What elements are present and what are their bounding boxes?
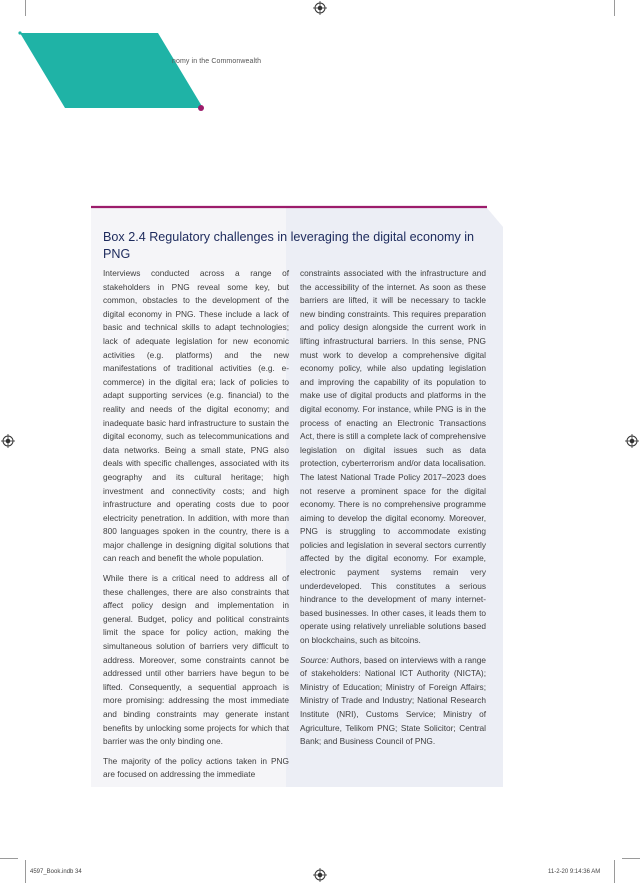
crop-mark xyxy=(622,858,640,859)
right-column xyxy=(300,267,486,755)
teal-parallelogram xyxy=(20,33,203,108)
paragraph: While there is a critical need to address all of these challenges, there are also constraints that affect policy design and implementation in general. Budget, policy and political constraints limit the space for policy action, making the simultaneous solution of barriers very difficult to address. Moreover, some constraints cannot be addressed until other barriers have begun to be lifted. Consequently, a sequential approach is more promising: addressing the most immediate and binding constraints may generate instant benefits by unlocking some projects for which that barrier was the only binding one. xyxy=(103,573,289,747)
source-label: Source: xyxy=(300,654,329,665)
source-note xyxy=(300,654,486,749)
box-2-4 xyxy=(91,205,503,787)
footer-file-name: 4597_Book.indb 34 xyxy=(30,869,82,875)
header-decoration xyxy=(0,0,640,120)
footer-timestamp: 11-2-20 9:14:36 AM xyxy=(548,869,601,875)
paragraph: Interviews conducted across a range of stakeholders in PNG reveal some key, but common, obstacles to the development of the digital economy in PNG. These include a lack of basic and technical skills to adapt technologies; lack of adequate legislation for new economic activities (e.g. platforms) and the new manifestations of traditional activities (e.g. e-commerce) in the digital era; lack of policies to adapt supporting services (e.g. financial) to the reality and needs of the digital economy; and inadequate basic hard infrastructure to sustain the digital economy, such as telecommunications and data networks. Being a small state, PNG also deals with specific challenges, associated with its geography and its cultural heritage; high investment and connectivity costs; and high infrastructure and operating costs due to poor electricity penetration. In addition, with more than 800 languages spoken in the country, there is a major challenge in designing digital solutions that can reach and benefit the whole population. xyxy=(103,268,289,564)
registration-mark-icon xyxy=(625,434,639,448)
crop-mark xyxy=(25,860,26,883)
paragraph: constraints associated with the infrastructure and the accessibility of the internet. As soon as these barriers are lifted, it will be necessary to tackle new binding constraints. This requires preparation and policy design alongside the current work in lifting infrastructural barriers. In this sense, PNG must work to develop a comprehensive digital economy policy, while also updating legislation and improving the capability of its population to make use of digital products and platforms in the digital economy. For instance, while PNG is in the process of enacting an Electronic Transactions Act, there is still a complete lack of comprehensive legislation on digital issues such as data protection, cyberterrorism and/or data localisation. The latest National Trade Policy 2017–2023 does not reserve a prominent space for the digital economy. There is no comprehensive programme aiming to develop the digital economy. Moreover, PNG is struggling to accommodate existing policies and legislation in several sectors currently affected by the digital economy. For example, electronic payment systems remain very underdeveloped. This constitutes a serious hindrance to the development of many internet-based businesses. In other cases, it leads them to operate using relatively unreliable solutions based on blockchains, such as bitcoins. xyxy=(300,268,486,646)
teal-dot xyxy=(18,31,21,34)
source-text: Authors, based on interviews with a range of stakeholders: National ICT Authority (NICTA); Ministry of Education; Ministry of Foreign Affairs; Ministry of Trade and Industry; National Research Institute (NRI), Customs Service; Ministry of Agriculture, Telikom PNG; State Solicitor; Central Bank; and Business Council of PNG. xyxy=(300,654,486,747)
paragraph: The majority of the policy actions taken in PNG are focused on addressing the immediate xyxy=(103,755,289,780)
crop-mark xyxy=(0,858,18,859)
left-column xyxy=(103,267,289,788)
magenta-dot xyxy=(198,105,204,111)
registration-mark-icon xyxy=(1,434,15,448)
registration-mark-icon xyxy=(313,868,327,882)
crop-mark xyxy=(614,860,615,883)
box-title: Box 2.4 Regulatory challenges in leveraging the digital economy in PNG xyxy=(103,230,475,261)
running-head: nomy in the Commonwealth xyxy=(172,58,262,65)
